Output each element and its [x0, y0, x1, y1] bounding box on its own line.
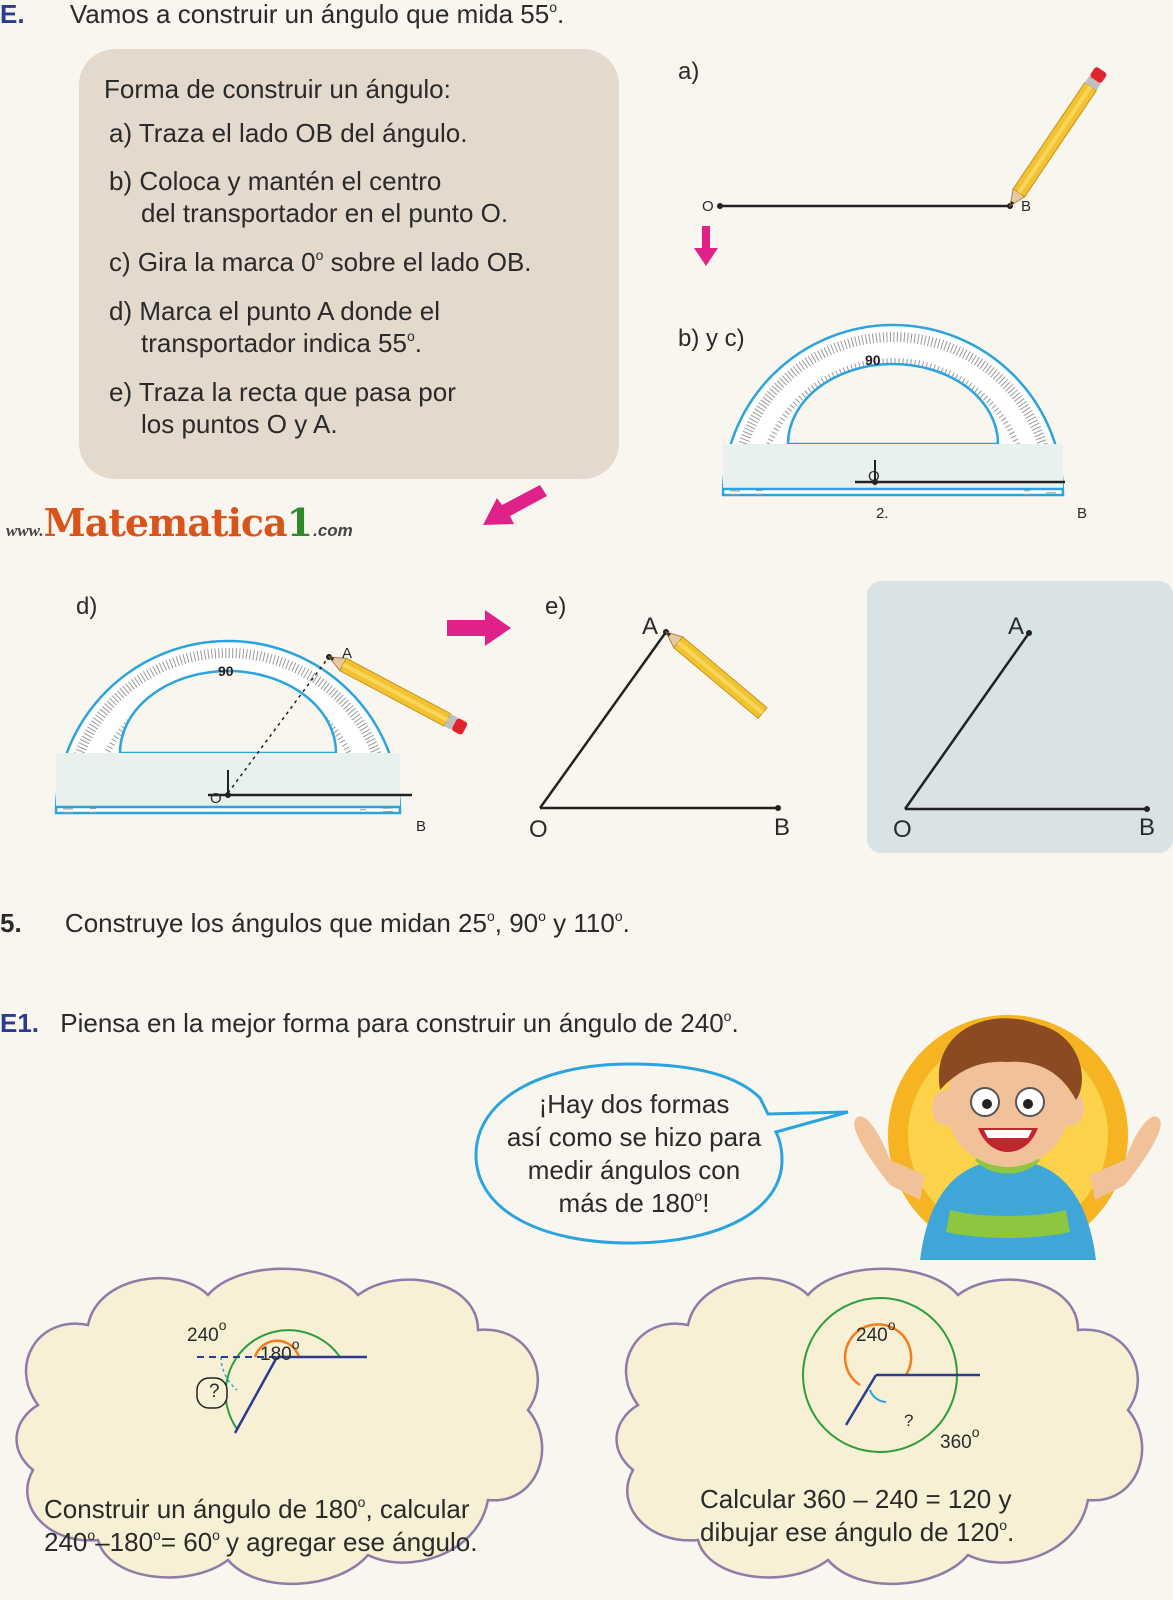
degree-mark: o	[218, 1317, 227, 1333]
cloud-text: 240	[44, 1527, 88, 1557]
step-d-text-end: .	[414, 328, 422, 358]
protractor-90-label: 90	[865, 352, 881, 368]
logo-one: 1	[286, 500, 314, 545]
boy-character-illustration	[850, 1010, 1170, 1260]
step-c	[109, 246, 532, 278]
figure-e-o-label: O	[529, 816, 548, 843]
figure-e-a-label: A	[642, 613, 659, 640]
degree-mark: o	[87, 1527, 96, 1543]
degree-mark: o	[549, 0, 557, 15]
bubble-line: medir ángulos con	[527, 1155, 741, 1185]
bubble-line: así como se hizo para	[506, 1122, 762, 1152]
cloud-right-line1: Calcular 360 – 240 = 120 y	[700, 1484, 1012, 1514]
cloud-right-360-label	[940, 1424, 980, 1454]
figure-bc-protractor	[715, 320, 1095, 520]
final-a-label: A	[1008, 613, 1025, 640]
degree-mark: o	[971, 1424, 980, 1440]
point-b-label: B	[1021, 198, 1032, 215]
logo-name: Matematica	[43, 500, 287, 545]
figure-e-drawing	[520, 600, 800, 820]
logo-www: www.	[6, 521, 44, 540]
section-number: E.	[0, 0, 25, 29]
protractor-90-label: 90	[218, 663, 234, 679]
problem-5-text: Construye los ángulos que midan 25	[64, 908, 487, 938]
figure-label-e: e)	[545, 593, 567, 620]
cloud-right-question-label: ?	[904, 1411, 914, 1430]
figure-label-d: d)	[76, 593, 98, 620]
cloud-right-240-label	[856, 1317, 896, 1347]
degree-mark: o	[538, 908, 546, 924]
cloud-text: Construir un ángulo de 180	[44, 1494, 358, 1524]
label-180: 180	[260, 1344, 292, 1365]
section-title: Vamos a construir un ángulo que mida 55	[69, 0, 550, 29]
bubble-line	[478, 1187, 790, 1220]
problem-e1-text-end: .	[731, 1008, 739, 1038]
label-240: 240	[856, 1325, 888, 1346]
cloud-left-question-label: ?	[209, 1381, 220, 1402]
speech-bubble-text	[478, 1088, 790, 1220]
degree-mark: o	[887, 1317, 896, 1333]
figure-label-bc: b) y c)	[678, 325, 745, 352]
problem-e1-number: E1.	[0, 1008, 40, 1038]
section-e-heading	[0, 0, 564, 30]
arrow-down-icon	[694, 226, 718, 266]
cloud-left-180-label	[260, 1336, 300, 1366]
instructions-heading: Forma de construir un ángulo:	[104, 74, 451, 104]
degree-mark: o	[315, 247, 324, 263]
degree-mark: o	[723, 1008, 732, 1024]
problem-5-text: y 110	[545, 908, 615, 938]
step-e-line2: los puntos O y A.	[141, 409, 338, 439]
cloud-text: = 60	[160, 1527, 213, 1557]
step-d-line2	[141, 327, 422, 359]
point-o-label: O	[702, 198, 714, 215]
cloud-left-240-label	[187, 1317, 227, 1347]
protractor-b-label: B	[1077, 505, 1088, 522]
problem-e1	[0, 1007, 739, 1039]
step-d-text: transportador indica 55	[141, 328, 407, 358]
step-c-text-end: sobre el lado OB.	[323, 247, 532, 277]
problem-5-text: .	[622, 908, 630, 938]
label-240: 240	[187, 1325, 219, 1346]
figure-label-a: a)	[678, 58, 700, 85]
site-logo[interactable]	[6, 500, 353, 545]
instructions-box	[79, 49, 619, 479]
figure-d-protractor	[50, 610, 490, 830]
figure-d-b-label: B	[416, 818, 427, 835]
figure-e-b-label: B	[774, 814, 791, 841]
arrow-right-icon	[445, 608, 515, 648]
protractor-bottom-label: 2.	[876, 505, 889, 522]
degree-mark: o	[694, 1188, 703, 1204]
final-o-label: O	[893, 816, 912, 843]
bubble-text: !	[702, 1188, 710, 1218]
problem-5-text: , 90	[494, 908, 539, 938]
degree-mark: o	[999, 1517, 1008, 1533]
degree-mark: o	[406, 328, 415, 344]
cloud-text: .	[1007, 1517, 1015, 1547]
step-c-text: c) Gira la marca 0	[109, 247, 316, 277]
problem-5	[0, 907, 630, 939]
point-o-dot	[717, 203, 723, 209]
degree-mark: o	[153, 1527, 161, 1543]
arrow-down-left-icon	[480, 482, 555, 532]
figure-d-o-label: O	[210, 790, 222, 807]
degree-mark: o	[212, 1527, 220, 1543]
bubble-text: más de 180	[558, 1188, 695, 1218]
problem-5-number: 5.	[0, 908, 22, 938]
logo-com: .com	[313, 521, 353, 540]
degree-mark: o	[614, 908, 623, 924]
cloud-text: dibujar ese ángulo de 120	[700, 1517, 1000, 1547]
label-360: 360	[940, 1432, 972, 1453]
problem-e1-text: Piensa en la mejor forma para construir un ángulo de 240	[60, 1008, 724, 1038]
cloud-left-line1	[44, 1492, 470, 1526]
cloud-left-line2	[44, 1525, 477, 1559]
step-a: a) Traza el lado OB del ángulo.	[109, 118, 468, 148]
title-period: .	[556, 0, 565, 29]
step-b-line1: b) Coloca y mantén el centro	[109, 166, 442, 196]
cloud-text: y agregar ese ángulo.	[225, 1527, 478, 1557]
cloud-text: –180	[95, 1527, 154, 1557]
degree-mark: o	[291, 1336, 300, 1352]
pencil-icon	[662, 627, 768, 719]
cloud-text: , calcular	[365, 1494, 470, 1524]
figure-d-a-label: A	[342, 645, 353, 662]
degree-mark: o	[486, 908, 495, 924]
bubble-line: ¡Hay dos formas	[538, 1089, 730, 1119]
final-b-label: B	[1139, 814, 1156, 841]
protractor-o-label: O	[868, 468, 880, 485]
figure-a-drawing	[690, 60, 1110, 290]
pencil-icon	[1004, 66, 1107, 210]
step-d-line1: d) Marca el punto A donde el	[109, 296, 441, 326]
degree-mark: o	[357, 1494, 366, 1510]
cloud-right-line2	[700, 1515, 1014, 1549]
step-e-line1: e) Traza la recta que pasa por	[109, 377, 456, 407]
step-b-line2: del transportador en el punto O.	[141, 198, 509, 228]
